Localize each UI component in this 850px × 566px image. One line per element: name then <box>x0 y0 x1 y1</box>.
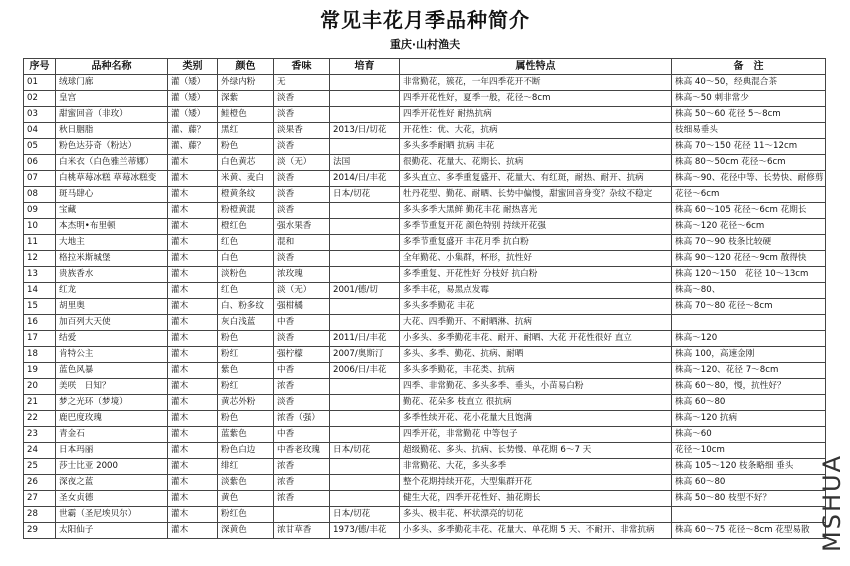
cell-breeding: 2013/日/切花 <box>330 123 400 139</box>
table-row <box>24 491 826 507</box>
cell-category: 灌木 <box>168 475 218 491</box>
cell-breeding <box>330 475 400 491</box>
cell-breeding <box>330 139 400 155</box>
cell-variety-name: 贵族香水 <box>56 267 168 283</box>
cell-category: 灌木 <box>168 411 218 427</box>
table-row <box>24 75 826 91</box>
cell-category: 灌木 <box>168 331 218 347</box>
cell-notes: 株高 50～80 枝型不好？ <box>672 491 826 507</box>
cell-variety-name: 鹿巴度玫瑰 <box>56 411 168 427</box>
cell-notes: 花径～10cm <box>672 443 826 459</box>
cell-notes: 株高 50～60 花径 5～8cm <box>672 107 826 123</box>
table-row <box>24 411 826 427</box>
cell-color: 外绿内粉 <box>218 75 274 91</box>
cell-fragrance <box>274 507 330 523</box>
table-row <box>24 235 826 251</box>
cell-variety-name: 加百列大天使 <box>56 315 168 331</box>
table-row <box>24 203 826 219</box>
cell-characteristics: 牡丹花型、勤花、耐晒、长势中偏慢，甜蜜回音身变？杂纹不稳定 <box>400 187 672 203</box>
cell-breeding <box>330 427 400 443</box>
cell-breeding <box>330 411 400 427</box>
cell-characteristics: 全年勤花、小集群，杯形，抗性好 <box>400 251 672 267</box>
cell-notes: 株高 60～80 <box>672 475 826 491</box>
cell-color: 粉红 <box>218 347 274 363</box>
cell-fragrance: 中香 <box>274 427 330 443</box>
cell-no: 29 <box>24 523 56 539</box>
cell-breeding <box>330 395 400 411</box>
cell-breeding: 2014/日/丰花 <box>330 171 400 187</box>
cell-color: 粉橙黄混 <box>218 203 274 219</box>
cell-fragrance: 浓甘草香 <box>274 523 330 539</box>
cell-no: 27 <box>24 491 56 507</box>
cell-no: 10 <box>24 219 56 235</box>
cell-characteristics: 勤花、花朵多 枝直立 很抗病 <box>400 395 672 411</box>
cell-category: 灌木 <box>168 171 218 187</box>
cell-breeding: 2001/德/切 <box>330 283 400 299</box>
cell-breeding <box>330 379 400 395</box>
cell-fragrance: 淡香 <box>274 331 330 347</box>
cell-variety-name: 绒球门廊 <box>56 75 168 91</box>
cell-fragrance: 淡香 <box>274 187 330 203</box>
cell-color: 绯红 <box>218 459 274 475</box>
cell-color: 粉色 <box>218 411 274 427</box>
cell-variety-name: 日本玛丽 <box>56 443 168 459</box>
cell-characteristics: 多头、极丰花、杯状漂亮的切花 <box>400 507 672 523</box>
cell-color: 粉红色 <box>218 507 274 523</box>
cell-variety-name: 胡里奥 <box>56 299 168 315</box>
cell-fragrance: 淡香 <box>274 395 330 411</box>
page-title: 常见丰花月季品种简介 <box>320 8 530 32</box>
header-notes: 备 注 <box>672 59 826 75</box>
cell-breeding: 2006/日/丰花 <box>330 363 400 379</box>
cell-category: 灌木 <box>168 219 218 235</box>
cell-color: 米黄、麦白 <box>218 171 274 187</box>
cell-category: 灌木 <box>168 251 218 267</box>
cell-color: 白色 <box>218 251 274 267</box>
table-row <box>24 475 826 491</box>
cell-characteristics: 四季开花性好，夏季一般，花径～8cm <box>400 91 672 107</box>
cell-fragrance: 强水果香 <box>274 219 330 235</box>
cell-notes: 株高 105～120 枝条略细 垂头 <box>672 459 826 475</box>
cell-breeding <box>330 219 400 235</box>
cell-notes: 株高 90～120 花径～9cm 散得快 <box>672 251 826 267</box>
cell-no: 05 <box>24 139 56 155</box>
cell-notes: 株高 80～50cm 花径～6cm <box>672 155 826 171</box>
table-row <box>24 219 826 235</box>
cell-category: 灌木 <box>168 235 218 251</box>
cell-fragrance: 浓香 <box>274 475 330 491</box>
cell-category: 灌木 <box>168 299 218 315</box>
cell-variety-name: 太阳仙子 <box>56 523 168 539</box>
header-no: 序号 <box>24 59 56 75</box>
cell-breeding: 2011/日/丰花 <box>330 331 400 347</box>
cell-variety-name: 白桃草莓冰糕 草莓冰糕变 <box>56 171 168 187</box>
header-color: 颜色 <box>218 59 274 75</box>
table-row <box>24 107 826 123</box>
cell-characteristics: 多头多季耐晒 抗病 丰花 <box>400 139 672 155</box>
cell-characteristics: 多季重复、开花性好 分枝好 抗白粉 <box>400 267 672 283</box>
table-row <box>24 507 826 523</box>
cell-notes: 株高 120～150 花径 10～13cm <box>672 267 826 283</box>
cell-breeding <box>330 491 400 507</box>
cell-notes: 株高 60～105 花径～6cm 花期长 <box>672 203 826 219</box>
cell-fragrance: 浓香（强） <box>274 411 330 427</box>
cell-no: 02 <box>24 91 56 107</box>
cell-notes: 株高～120 抗病 <box>672 411 826 427</box>
cell-fragrance: 无 <box>274 75 330 91</box>
cell-category: 灌木 <box>168 491 218 507</box>
cell-fragrance: 中香 <box>274 315 330 331</box>
table-row <box>24 187 826 203</box>
cell-breeding <box>330 315 400 331</box>
cell-category: 灌木 <box>168 427 218 443</box>
cell-fragrance: 淡香 <box>274 139 330 155</box>
cell-fragrance: 中香 <box>274 363 330 379</box>
cell-characteristics: 多头多季勤花 丰花 <box>400 299 672 315</box>
cell-category: 灌（矮） <box>168 91 218 107</box>
cell-variety-name: 格拉米斯城堡 <box>56 251 168 267</box>
cell-notes: 株高 60～80 <box>672 395 826 411</box>
cell-fragrance: 浓香 <box>274 491 330 507</box>
cell-color: 黄芯外粉 <box>218 395 274 411</box>
cell-fragrance: 淡（无） <box>274 155 330 171</box>
cell-no: 22 <box>24 411 56 427</box>
cell-characteristics: 多头多季勤花，丰花类、抗病 <box>400 363 672 379</box>
cell-category: 灌木 <box>168 203 218 219</box>
cell-characteristics: 四季开花性好 耐热抗病 <box>400 107 672 123</box>
cell-notes: 花径～6cm <box>672 187 826 203</box>
cell-no: 28 <box>24 507 56 523</box>
table-row <box>24 427 826 443</box>
cell-no: 25 <box>24 459 56 475</box>
cell-characteristics: 多头、多季、勤花、抗病、耐晒 <box>400 347 672 363</box>
cell-color: 粉红 <box>218 379 274 395</box>
header-variety-name: 品种名称 <box>56 59 168 75</box>
table-row <box>24 379 826 395</box>
cell-variety-name: 粉色达芬奇（粉达） <box>56 139 168 155</box>
cell-breeding: 2007/奥斯汀 <box>330 347 400 363</box>
cell-notes: 株高 60～75 花径～8cm 花型易散 <box>672 523 826 539</box>
cell-fragrance: 淡果香 <box>274 123 330 139</box>
cell-fragrance: 淡香 <box>274 251 330 267</box>
cell-no: 13 <box>24 267 56 283</box>
cell-color: 蓝紫色 <box>218 427 274 443</box>
cell-characteristics: 超级勤花、多头、抗病、长势慢、单花期 6～7 天 <box>400 443 672 459</box>
cell-category: 灌木 <box>168 187 218 203</box>
cell-fragrance: 强柠檬 <box>274 347 330 363</box>
cell-notes: 株高～120、花径 7～8cm <box>672 363 826 379</box>
cell-fragrance: 淡（无） <box>274 283 330 299</box>
cell-fragrance: 混和 <box>274 235 330 251</box>
header-category: 类别 <box>168 59 218 75</box>
cell-color: 粉色 <box>218 331 274 347</box>
cell-category: 灌（矮） <box>168 75 218 91</box>
cell-breeding <box>330 91 400 107</box>
cell-variety-name: 白米衣（白色雅兰蒂娜） <box>56 155 168 171</box>
cell-variety-name: 青金石 <box>56 427 168 443</box>
cell-notes: 株高～60 <box>672 427 826 443</box>
cell-characteristics: 多季性续开花、花小花量大且饱满 <box>400 411 672 427</box>
page-subtitle: 重庆·山村渔夫 <box>389 38 461 51</box>
cell-variety-name: 梦之光环（梦境） <box>56 395 168 411</box>
cell-variety-name: 肯特公主 <box>56 347 168 363</box>
table-header-row <box>24 59 826 75</box>
cell-variety-name: 秋日胭脂 <box>56 123 168 139</box>
cell-no: 20 <box>24 379 56 395</box>
cell-variety-name: 红龙 <box>56 283 168 299</box>
cell-characteristics: 多季节重复盛开 丰花月季 抗白粉 <box>400 235 672 251</box>
cell-no: 03 <box>24 107 56 123</box>
header-characteristics: 属性特点 <box>400 59 672 75</box>
table-row <box>24 123 826 139</box>
cell-no: 04 <box>24 123 56 139</box>
cell-variety-name: 世霸（圣尼埃贝尔） <box>56 507 168 523</box>
cell-category: 灌木 <box>168 443 218 459</box>
cell-no: 09 <box>24 203 56 219</box>
cell-characteristics: 多季节重复开花 颜色特别 持续开花强 <box>400 219 672 235</box>
cell-no: 17 <box>24 331 56 347</box>
cell-category: 灌木 <box>168 507 218 523</box>
cell-variety-name: 深夜之蓝 <box>56 475 168 491</box>
cell-no: 08 <box>24 187 56 203</box>
cell-category: 灌、藤？ <box>168 139 218 155</box>
cell-variety-name: 美咲 日知？ <box>56 379 168 395</box>
cell-category: 灌（矮） <box>168 107 218 123</box>
cell-characteristics: 非常勤花，簇花，一年四季花开不断 <box>400 75 672 91</box>
table-row <box>24 363 826 379</box>
cell-no: 06 <box>24 155 56 171</box>
cell-notes: 株高～80、 <box>672 283 826 299</box>
cell-characteristics: 多季丰花，易黑点发霉 <box>400 283 672 299</box>
cell-notes: 株高～120 <box>672 331 826 347</box>
cell-category: 灌木 <box>168 379 218 395</box>
cell-breeding: 日本/切花 <box>330 507 400 523</box>
cell-fragrance: 浓香 <box>274 459 330 475</box>
cell-no: 07 <box>24 171 56 187</box>
cell-no: 18 <box>24 347 56 363</box>
cell-color: 黄色 <box>218 491 274 507</box>
cell-color: 深紫 <box>218 91 274 107</box>
cell-no: 16 <box>24 315 56 331</box>
cell-color: 红色 <box>218 235 274 251</box>
cell-color: 鲑橙色 <box>218 107 274 123</box>
cell-fragrance: 浓香 <box>274 379 330 395</box>
table-row <box>24 139 826 155</box>
cell-no: 21 <box>24 395 56 411</box>
cell-variety-name: 宝藏 <box>56 203 168 219</box>
cell-color: 淡紫色 <box>218 475 274 491</box>
cell-category: 灌、藤？ <box>168 123 218 139</box>
cell-notes: 株高 100，高速金刚 <box>672 347 826 363</box>
cell-color: 橙红色 <box>218 219 274 235</box>
cell-notes: 株高 70～90 枝条比较硬 <box>672 235 826 251</box>
cell-breeding: 1973/德/丰花 <box>330 523 400 539</box>
table-row <box>24 315 826 331</box>
cell-fragrance: 淡香 <box>274 107 330 123</box>
cell-characteristics: 非常勤花、大花，多头多季 <box>400 459 672 475</box>
table-row <box>24 395 826 411</box>
cell-notes: 株高 70～150 花径 11～12cm <box>672 139 826 155</box>
cell-category: 灌木 <box>168 315 218 331</box>
cell-notes: 株高～120 花径～6cm <box>672 219 826 235</box>
cell-variety-name: 结爱 <box>56 331 168 347</box>
cell-characteristics: 小多头、多季勤花丰花、耐开、耐晒、大花 开花性很好 直立 <box>400 331 672 347</box>
header-fragrance: 香味 <box>274 59 330 75</box>
cell-fragrance: 中香老玫瑰 <box>274 443 330 459</box>
cell-category: 灌木 <box>168 363 218 379</box>
cell-notes: 株高～90、花径中等、长势快、耐修剪 <box>672 171 826 187</box>
cell-breeding <box>330 267 400 283</box>
cell-breeding: 法国 <box>330 155 400 171</box>
cell-fragrance: 浓玫瑰 <box>274 267 330 283</box>
cell-color: 淡粉色 <box>218 267 274 283</box>
cell-characteristics: 四季、非常勤花、多头多季、垂头，小苗易白粉 <box>400 379 672 395</box>
cell-characteristics: 四季开花，非常勤花 中等包子 <box>400 427 672 443</box>
cell-variety-name: 皇宫 <box>56 91 168 107</box>
cell-fragrance: 淡香 <box>274 203 330 219</box>
cell-no: 01 <box>24 75 56 91</box>
table-row <box>24 267 826 283</box>
cell-characteristics: 大花、四季勤开、不耐晒淋、抗病 <box>400 315 672 331</box>
cell-color: 橙黄条纹 <box>218 187 274 203</box>
table-row <box>24 283 826 299</box>
cell-notes: 株高 40～50，经典混合茶 <box>672 75 826 91</box>
cell-breeding <box>330 251 400 267</box>
cell-color: 粉色白边 <box>218 443 274 459</box>
cell-variety-name: 圣女贞德 <box>56 491 168 507</box>
cell-color: 粉色 <box>218 139 274 155</box>
cell-characteristics: 多头直立、多季重复盛开、花量大、有红斑，耐热、耐开、抗病 <box>400 171 672 187</box>
cell-fragrance: 淡香 <box>274 91 330 107</box>
cell-notes: 株高～50 刺非常少 <box>672 91 826 107</box>
cell-fragrance: 淡香 <box>274 171 330 187</box>
cell-variety-name: 蓝色风暴 <box>56 363 168 379</box>
cell-no: 11 <box>24 235 56 251</box>
cell-breeding: 日本/切花 <box>330 443 400 459</box>
cell-no: 19 <box>24 363 56 379</box>
cell-variety-name: 大地主 <box>56 235 168 251</box>
cell-breeding <box>330 299 400 315</box>
cell-no: 15 <box>24 299 56 315</box>
cell-variety-name: 本杰明•布里顿 <box>56 219 168 235</box>
table-row <box>24 459 826 475</box>
cell-color: 灰白浅蓝 <box>218 315 274 331</box>
cell-breeding <box>330 107 400 123</box>
cell-color: 白、粉多纹 <box>218 299 274 315</box>
cell-no: 26 <box>24 475 56 491</box>
header-breeding: 培育 <box>330 59 400 75</box>
cell-breeding: 日本/切花 <box>330 187 400 203</box>
table-row <box>24 331 826 347</box>
cell-category: 灌木 <box>168 283 218 299</box>
table-row <box>24 251 826 267</box>
cell-no: 14 <box>24 283 56 299</box>
cell-category: 灌木 <box>168 459 218 475</box>
cell-color: 红色 <box>218 283 274 299</box>
cell-no: 12 <box>24 251 56 267</box>
cell-notes: 枝细易垂头 <box>672 123 826 139</box>
table-row <box>24 91 826 107</box>
cell-color: 紫色 <box>218 363 274 379</box>
cell-characteristics: 健生大花，四季开花性好、抽花期长 <box>400 491 672 507</box>
cell-characteristics: 开花性：优、大花，抗病 <box>400 123 672 139</box>
cell-color: 白色黄芯 <box>218 155 274 171</box>
table-row <box>24 347 826 363</box>
table-row <box>24 299 826 315</box>
cell-notes <box>672 315 826 331</box>
rose-variety-table <box>23 58 826 539</box>
cell-notes: 株高 70～80 花径～8cm <box>672 299 826 315</box>
cell-no: 24 <box>24 443 56 459</box>
cell-category: 灌木 <box>168 395 218 411</box>
table-row <box>24 155 826 171</box>
cell-no: 23 <box>24 427 56 443</box>
cell-variety-name: 甜蜜回音（非玫） <box>56 107 168 123</box>
cell-breeding <box>330 75 400 91</box>
cell-color: 深黄色 <box>218 523 274 539</box>
cell-variety-name: 斑马肆心 <box>56 187 168 203</box>
cell-characteristics: 小多头、多季勤花丰花、花量大、单花期 5 天、不耐开、非常抗病 <box>400 523 672 539</box>
cell-characteristics: 多头多季大黑鲜 勤花丰花 耐热喜光 <box>400 203 672 219</box>
table-row <box>24 523 826 539</box>
cell-notes <box>672 507 826 523</box>
table-row <box>24 171 826 187</box>
watermark-text: MSHUA <box>818 454 846 552</box>
cell-category: 灌木 <box>168 347 218 363</box>
cell-category: 灌木 <box>168 155 218 171</box>
table-row <box>24 443 826 459</box>
cell-category: 灌木 <box>168 523 218 539</box>
cell-fragrance: 强柑橘 <box>274 299 330 315</box>
cell-breeding <box>330 459 400 475</box>
cell-color: 黑红 <box>218 123 274 139</box>
cell-notes: 株高 60～80，慢，抗性好？ <box>672 379 826 395</box>
cell-category: 灌木 <box>168 267 218 283</box>
cell-characteristics: 很勤花、花量大、花期长、抗病 <box>400 155 672 171</box>
cell-characteristics: 整个花期持续开花，大型集群开花 <box>400 475 672 491</box>
cell-breeding <box>330 203 400 219</box>
cell-variety-name: 莎士比亚 2000 <box>56 459 168 475</box>
cell-breeding <box>330 235 400 251</box>
